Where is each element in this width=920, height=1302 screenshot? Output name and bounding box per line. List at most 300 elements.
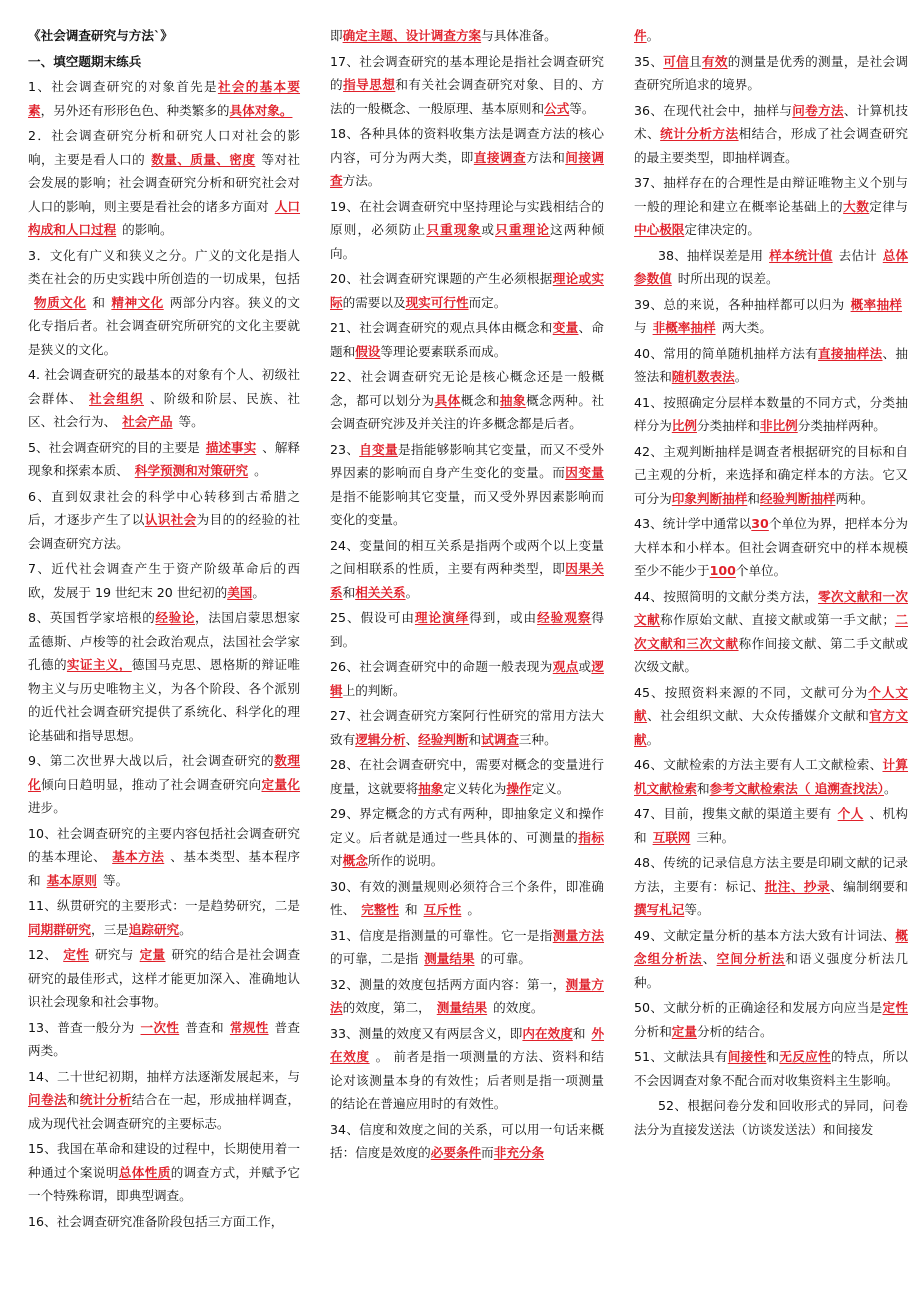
answer-keyword: 定性 bbox=[63, 947, 89, 962]
question-text: 19、在社会调查研究中坚持理论与实践相结合的原则，必须防止 bbox=[330, 198, 604, 237]
question-text: 《社会调查研究与方法`》 bbox=[28, 28, 173, 43]
answer-keyword: 印象判断抽样 bbox=[671, 490, 748, 506]
question-text: 25、假设可由 bbox=[330, 610, 415, 625]
question-paragraph bbox=[28, 749, 300, 820]
question-text: 而定。 bbox=[468, 294, 507, 310]
question-text: 51、文献法具有 bbox=[634, 1049, 728, 1064]
question-paragraph bbox=[634, 996, 908, 1043]
question-text: 44、按照简明的文献分类方法， bbox=[634, 588, 819, 604]
question-text: ，另外还有形形色色、种类繁多的 bbox=[40, 102, 230, 118]
question-text: 分类抽样和 bbox=[696, 418, 760, 433]
question-text: 8、英国哲学家培根的 bbox=[28, 610, 156, 625]
question-paragraph bbox=[330, 875, 604, 922]
question-text: 称作间接文献、第二手文献或次级文献。 bbox=[634, 635, 908, 674]
question-text: 38、抽样误差是用 bbox=[658, 247, 764, 263]
question-text: 概念两种。社会调查研究涉及并关注的许多概念都是后者。 bbox=[330, 392, 605, 431]
question-text: 和 bbox=[468, 731, 482, 747]
answer-keyword: 指标 bbox=[578, 829, 605, 845]
question-text: 与具体准备。 bbox=[481, 28, 557, 43]
question-text: 个单位。 bbox=[735, 563, 787, 578]
answer-keyword: 问卷方法 bbox=[792, 102, 844, 118]
question-paragraph bbox=[28, 894, 300, 941]
question-text: 或 bbox=[578, 659, 592, 674]
question-paragraph bbox=[330, 802, 604, 873]
question-text: 、编制纲要和 bbox=[830, 878, 909, 894]
question-text: 4. 社会调查研究的最基本的对象有个人、初级社会群体、 bbox=[28, 367, 300, 406]
question-text: 倾向日趋明显，推动了社会调查研究向 bbox=[40, 776, 262, 792]
question-text: 35、 bbox=[634, 53, 664, 69]
answer-keyword: 概念 bbox=[342, 853, 368, 868]
question-text: 结合在一起，形成抽样调查，成为现代社会调查研究的主要标志。 bbox=[28, 1092, 301, 1131]
question-paragraph bbox=[330, 1022, 604, 1116]
answer-keyword: 测量方法 bbox=[552, 927, 605, 943]
question-paragraph bbox=[634, 753, 908, 800]
question-paragraph bbox=[330, 195, 604, 266]
answer-keyword: 公式 bbox=[544, 100, 570, 116]
answer-keyword: 必要条件 bbox=[430, 1145, 482, 1160]
answer-keyword: 总体性质 bbox=[118, 1164, 171, 1180]
question-text: 37、抽样存在的合理性是由辩证唯物主义个别与一般的理论和建立在概率论基础上的 bbox=[634, 175, 908, 214]
question-text: 的可靠。 bbox=[480, 951, 531, 966]
question-paragraph bbox=[634, 1094, 908, 1141]
question-text: 即 bbox=[330, 28, 343, 43]
question-text: 40、常用的简单随机抽样方法有 bbox=[634, 345, 819, 361]
question-text: 和 bbox=[766, 1049, 780, 1064]
question-paragraph bbox=[28, 75, 300, 122]
answer-keyword: 试调查 bbox=[481, 731, 519, 747]
question-text: 个单位为界，把样本分为大样本和小样本。但社会调查研究中的样本规模至少不能少于 bbox=[634, 516, 908, 578]
question-text: 和 bbox=[92, 294, 106, 310]
question-paragraph bbox=[28, 363, 300, 434]
question-paragraph bbox=[28, 124, 300, 242]
answer-keyword: 科学预测和对策研究 bbox=[134, 463, 249, 478]
question-text: 分析的结合。 bbox=[696, 1023, 773, 1039]
answer-keyword: 空间分析法 bbox=[716, 951, 786, 966]
answer-keyword: 官方文献 bbox=[634, 708, 909, 747]
question-text: 一、填空题期末练兵 bbox=[28, 53, 142, 69]
question-paragraph bbox=[28, 557, 300, 604]
answer-keyword: 测量结果 bbox=[424, 951, 475, 966]
question-text: 48、传统的记录信息方法主要是印刷文献的记录方法，主要有：标记、 bbox=[634, 855, 908, 894]
question-text: 德国马克思、恩格斯的辩证唯物主义与历史唯物主义，为各个阶段、各个派别的近代社会调查研究提供了系统化、科学化的理论基础和指导思想。 bbox=[28, 657, 301, 743]
question-paragraph bbox=[634, 391, 908, 438]
answer-keyword: 相关关系 bbox=[355, 584, 406, 600]
answer-keyword: 认识社会 bbox=[144, 512, 197, 527]
question-paragraph bbox=[28, 943, 300, 1014]
question-paragraph bbox=[634, 681, 908, 752]
answer-keyword: 描述事实 bbox=[205, 439, 257, 455]
answer-keyword: 基本方法 bbox=[112, 849, 165, 864]
answer-keyword: 30 bbox=[751, 516, 769, 531]
question-text: 为目的的经验的社会调查研究方法。 bbox=[28, 512, 301, 551]
question-text: 称作原始文献、直接文献或第一手文献； bbox=[660, 612, 895, 627]
question-text: 30、有效的测量规则必须符合三个条件，即准确性、 bbox=[330, 878, 604, 917]
question-paragraph bbox=[28, 1210, 300, 1234]
question-text: 、阶级和阶层、民族、社区、社会行为、 bbox=[28, 390, 301, 429]
question-paragraph bbox=[28, 606, 300, 747]
question-text: 上的判断。 bbox=[342, 682, 406, 698]
question-text: 6、直到奴隶社会的科学中心转移到古希腊之后，才逐步产生了以 bbox=[28, 488, 300, 527]
question-text: 与 bbox=[634, 320, 647, 335]
question-text: 16、社会调查研究准备阶段包括三方面工作， bbox=[28, 1213, 284, 1229]
question-paragraph bbox=[330, 316, 604, 363]
question-paragraph bbox=[634, 342, 908, 389]
question-text: 21、社会调查研究的观点具体由概念和 bbox=[330, 320, 553, 335]
question-paragraph bbox=[330, 438, 604, 532]
question-paragraph bbox=[28, 822, 300, 893]
question-text: 等对社会发展的影响；社会调查研究分析和研究社会对人口的影响，则主要是看社会的诸多方面对 bbox=[28, 151, 301, 214]
question-text: 等理论要素联系而成。 bbox=[380, 343, 507, 359]
question-paragraph bbox=[330, 365, 604, 436]
question-text: 42、主观判断抽样是调查者根据研究的目标和自己主观的分析，来选择和确定样本的方法。它又可分为 bbox=[634, 443, 908, 506]
column-1 bbox=[28, 24, 300, 1235]
answer-keyword: 统计分析 bbox=[79, 1092, 132, 1107]
question-text: 且 bbox=[689, 53, 702, 69]
question-text: 、命题和 bbox=[330, 320, 605, 359]
question-text: 。 bbox=[883, 780, 897, 796]
answer-keyword: 逻辑 bbox=[330, 659, 605, 698]
answer-keyword: 逻辑分析 bbox=[355, 731, 406, 747]
question-text: 、计算机技术、 bbox=[634, 102, 908, 141]
question-text: 的效度，第二， bbox=[342, 1000, 431, 1015]
question-text: 方法和 bbox=[526, 149, 566, 165]
answer-keyword: 二次文献和三次文献 bbox=[634, 612, 909, 651]
answer-keyword: 常规性 bbox=[229, 1019, 269, 1035]
question-text: 43、统计学中通常以 bbox=[634, 516, 752, 531]
question-text: 34、信度和效度之间的关系，可以用一句话来概括：信度是效度的 bbox=[330, 1121, 604, 1160]
answer-keyword: 直接调查 bbox=[473, 149, 527, 165]
question-text: 和 bbox=[404, 902, 418, 917]
question-text: 。 bbox=[254, 463, 267, 478]
question-text: 得到。 bbox=[330, 610, 605, 649]
answer-keyword: 零次文献和一次文献 bbox=[634, 588, 908, 627]
question-text: 、机构和 bbox=[634, 806, 909, 845]
answer-keyword: 定量 bbox=[139, 947, 166, 962]
question-text: 11、纵贯研究的主要形式：一是趋势研究，二是 bbox=[28, 898, 300, 913]
question-text: 50、文献分析的正确途径和发展方向应当是 bbox=[634, 1000, 883, 1015]
question-text: 、基本类型、基本程序和 bbox=[28, 849, 301, 888]
answer-keyword: 经验论 bbox=[155, 610, 196, 625]
question-text: 的测量是优秀的测量，是社会调查研究所追求的境界。 bbox=[634, 53, 909, 92]
answer-keyword: 随机数表法 bbox=[671, 369, 735, 384]
answer-keyword: 社会产品 bbox=[122, 414, 173, 429]
question-text: 和有关社会调查研究对象、目的、方法的一般概念、一般原理、基本原则和 bbox=[330, 77, 605, 116]
answer-keyword: 个人文献 bbox=[634, 684, 908, 723]
question-text: 得到，或由 bbox=[469, 610, 538, 625]
answer-keyword: 只重理论 bbox=[495, 222, 551, 237]
question-paragraph bbox=[28, 436, 300, 483]
question-text: 3．文化有广义和狭义之分。广义的文化是指人类在社会的历史实践中所创造的一切成果，包括 bbox=[28, 247, 300, 286]
question-text: 和语义强度分析法几种。 bbox=[634, 951, 909, 990]
question-text: 49、文献定量分析的基本方法大致有计词法、 bbox=[634, 927, 896, 943]
answer-keyword: 抽象 bbox=[418, 780, 444, 796]
question-text: 10、社会调查研究的主要内容包括社会调查研究的基本理论、 bbox=[28, 825, 300, 864]
question-text: 和 bbox=[572, 1025, 586, 1041]
question-paragraph bbox=[330, 267, 604, 314]
question-text: 、社会组织文献、大众传播媒介文献和 bbox=[647, 708, 870, 723]
question-paragraph bbox=[28, 1016, 300, 1063]
question-text: 或 bbox=[481, 222, 496, 237]
question-text: 的可靠，二是指 bbox=[330, 951, 419, 966]
answer-keyword: 具体 bbox=[434, 392, 461, 408]
question-paragraph bbox=[28, 485, 300, 556]
question-paragraph bbox=[634, 24, 908, 48]
answer-keyword: 测量方法 bbox=[330, 976, 604, 1015]
question-paragraph bbox=[330, 606, 604, 653]
answer-keyword: 确定主题、设计调查方案 bbox=[342, 28, 482, 43]
answer-keyword: 定量化 bbox=[261, 776, 301, 792]
question-text: 14、二十世纪初期，抽样方法逐渐发展起来，与 bbox=[28, 1068, 300, 1084]
answer-keyword: 无反应性 bbox=[779, 1049, 831, 1064]
answer-keyword: 件 bbox=[634, 28, 647, 43]
question-text: 。 前者是指一项测量的方法、资料和结论对该测量本身的有效性；后者则是指一项测量的结论在普遍应用时的有效性。 bbox=[330, 1049, 604, 1111]
answer-keyword: 追踪研究 bbox=[128, 921, 180, 937]
answer-keyword: 观点 bbox=[552, 659, 579, 674]
question-text: 。 bbox=[179, 921, 192, 937]
question-text: 两大类。 bbox=[721, 320, 772, 335]
question-paragraph bbox=[634, 802, 908, 849]
question-text: 2．社会调查研究分析和研究人口对社会的影响，主要是看人口的 bbox=[28, 128, 300, 167]
answer-keyword: 理论或实际 bbox=[330, 271, 605, 310]
question-text: 47、目前，搜集文献的渠道主要有 bbox=[634, 806, 832, 821]
question-text: 方法。 bbox=[342, 173, 381, 188]
question-text: 和 bbox=[342, 584, 356, 600]
question-text: 15、我国在革命和建设的过程中，长期使用着一种通过个案说明 bbox=[28, 1141, 300, 1180]
answer-keyword: 数理化 bbox=[28, 753, 301, 792]
question-paragraph bbox=[330, 704, 604, 751]
question-text: 普查和 bbox=[185, 1019, 224, 1035]
answer-keyword: 数量、质量、密度 bbox=[151, 151, 256, 167]
answer-keyword: 同期群研究 bbox=[28, 921, 91, 937]
answer-keyword: 美国 bbox=[227, 584, 253, 600]
question-paragraph bbox=[330, 973, 604, 1020]
answer-keyword: 问卷法 bbox=[28, 1092, 67, 1107]
answer-keyword: 样本统计值 bbox=[769, 247, 833, 263]
question-text: 52、根据问卷分发和回收形式的异同，问卷法分为直接发送法（访谈发送法）和间接发 bbox=[634, 1098, 908, 1137]
question-paragraph bbox=[634, 851, 908, 922]
answer-keyword: 测量结果 bbox=[436, 1000, 488, 1015]
answer-keyword: 经验观察 bbox=[537, 610, 592, 625]
question-paragraph bbox=[330, 924, 604, 971]
question-text: 23、 bbox=[330, 441, 360, 457]
question-text: 概念和 bbox=[460, 392, 500, 408]
question-text: 是指不能影响其它变量，而又受外界因素影响而变化的变量。 bbox=[330, 488, 604, 527]
question-text: 的影响。 bbox=[122, 222, 173, 237]
answer-keyword: 指导思想 bbox=[343, 77, 396, 92]
question-paragraph bbox=[634, 244, 908, 291]
question-text: 26、社会调查研究中的命题一般表现为 bbox=[330, 659, 553, 674]
question-text: 的效度。 bbox=[493, 1000, 544, 1015]
answer-keyword: 外在效度 bbox=[330, 1025, 605, 1064]
answer-keyword: 有效 bbox=[701, 53, 728, 69]
answer-keyword: 互斥性 bbox=[423, 902, 462, 917]
question-text: 、 bbox=[702, 951, 717, 966]
question-text: 、解释现象和探索本质、 bbox=[28, 439, 301, 478]
question-text: 和 bbox=[696, 780, 710, 796]
question-text: 27、社会调查研究方案阿行性研究的常用方法大致有 bbox=[330, 708, 604, 747]
answer-keyword: 人口构成和人口过程 bbox=[28, 198, 301, 237]
answer-keyword: 统计分析方法 bbox=[660, 126, 739, 141]
answer-keyword: 现实可行性 bbox=[405, 294, 469, 310]
question-text: ，法国启蒙思想家孟德斯、卢梭等的社会政治观点，法国社会学家孔德的 bbox=[28, 610, 301, 672]
answer-keyword: 中心极限 bbox=[634, 222, 685, 237]
question-text: 时所出现的误差。 bbox=[677, 271, 779, 286]
question-text: 这两种倾向。 bbox=[330, 222, 605, 261]
question-text: 等。 bbox=[569, 100, 595, 116]
question-paragraph bbox=[330, 753, 604, 800]
answer-keyword: 撰写札记 bbox=[634, 902, 685, 917]
answer-keyword: 概率抽样 bbox=[850, 296, 903, 312]
question-text: 定义。 bbox=[531, 780, 570, 796]
answer-keyword: 非比例 bbox=[759, 418, 798, 433]
question-paragraph bbox=[634, 512, 908, 583]
question-text: 。 bbox=[646, 731, 660, 747]
question-text: 1、社会调查研究的对象首先是 bbox=[28, 79, 218, 94]
question-text: 12、 bbox=[28, 947, 58, 962]
section-heading bbox=[28, 24, 300, 48]
question-text: 定义转化为 bbox=[443, 780, 507, 796]
answer-keyword: 因果关系 bbox=[330, 561, 604, 600]
question-text: 28、在社会调查研究中，需要对概念的变量进行度量，这就要将 bbox=[330, 757, 604, 796]
question-text: 39、总的来说，各种抽样都可以归为 bbox=[634, 296, 845, 312]
question-text: 分析和 bbox=[634, 1023, 672, 1039]
question-text: 20、社会调查研究课题的产生必须根据 bbox=[330, 271, 553, 286]
question-text: 13、普查一般分为 bbox=[28, 1019, 135, 1035]
question-paragraph bbox=[634, 293, 908, 340]
answer-keyword: 非概率抽样 bbox=[652, 320, 716, 335]
answer-keyword: 实证主义， bbox=[66, 657, 132, 672]
question-text: 41、按照确定分层样本数量的不同方式，分类抽样分为 bbox=[634, 394, 908, 433]
question-paragraph bbox=[330, 24, 604, 48]
question-text: 两部分内容。狭义的文化专指后者。社会调查研究所研究的文化主要就是狭义的文化。 bbox=[28, 294, 300, 357]
question-text: 46、文献检索的方法主要有人工文献检索、 bbox=[634, 757, 883, 772]
question-text: 等。 bbox=[102, 872, 129, 888]
answer-keyword: 基本原则 bbox=[46, 872, 97, 888]
question-text: 等。 bbox=[684, 902, 710, 917]
answer-keyword: 批注、抄录 bbox=[764, 878, 831, 894]
answer-keyword: 假设 bbox=[355, 343, 381, 359]
question-paragraph bbox=[634, 924, 908, 995]
question-text: 29、界定概念的方式有两种，即抽象定义和操作定义。后者就是通过一些具体的、可测量的 bbox=[330, 806, 604, 845]
answer-keyword: 概念组分析法 bbox=[634, 927, 908, 966]
question-text: 是指能够影响其它变量，而又不受外界因素的影响而自身产生变化的变量。而 bbox=[330, 441, 605, 480]
column-3 bbox=[634, 24, 908, 1143]
answer-keyword: 互联网 bbox=[652, 829, 691, 845]
question-paragraph bbox=[634, 50, 908, 97]
question-paragraph bbox=[330, 1118, 604, 1165]
question-paragraph bbox=[634, 171, 908, 242]
question-text: 36、在现代社会中，抽样与 bbox=[634, 102, 793, 118]
answer-keyword: 具体对象。 bbox=[229, 102, 293, 118]
answer-keyword: 理论演绎 bbox=[414, 610, 470, 625]
answer-keyword: 因变量 bbox=[565, 465, 604, 480]
question-text: 。 bbox=[646, 28, 660, 43]
question-text: 的需要以及 bbox=[342, 294, 406, 310]
question-paragraph bbox=[330, 534, 604, 605]
question-text: 三种。 bbox=[518, 731, 557, 747]
answer-keyword: 非充分条 bbox=[493, 1145, 545, 1160]
question-text: 、抽签法和 bbox=[634, 345, 909, 384]
column-2 bbox=[330, 24, 604, 1167]
question-text: 的特点，所以不会因调查对象不配合而对收集资料主生影响。 bbox=[634, 1049, 909, 1088]
answer-keyword: 可信 bbox=[663, 53, 690, 69]
question-text: 研究与 bbox=[95, 947, 134, 962]
answer-keyword: 完整性 bbox=[361, 902, 399, 917]
answer-keyword: 间接性 bbox=[727, 1049, 767, 1064]
question-text: 所作的说明。 bbox=[367, 853, 444, 868]
question-paragraph bbox=[634, 1045, 908, 1092]
question-text: 定律决定的。 bbox=[684, 222, 760, 237]
answer-keyword: 精神文化 bbox=[111, 294, 164, 310]
answer-keyword: 经验判断 bbox=[418, 731, 469, 747]
answer-keyword: 定性 bbox=[882, 1000, 909, 1015]
answer-keyword: 操作 bbox=[506, 780, 532, 796]
question-text: 22、社会调查研究无论是核心概念还是一般概念，都可以划分为 bbox=[330, 369, 604, 408]
question-text: 去估计 bbox=[838, 247, 877, 263]
question-paragraph bbox=[330, 655, 604, 702]
answer-keyword: 一次性 bbox=[140, 1019, 180, 1035]
question-paragraph bbox=[634, 99, 908, 170]
question-text: 对 bbox=[330, 853, 343, 868]
question-text: 定律与 bbox=[869, 198, 908, 214]
question-text: 18、各种具体的资料收集方法是调查方法的核心内容，可分为两大类，即 bbox=[330, 126, 604, 165]
question-text: 普查两类。 bbox=[28, 1019, 301, 1058]
question-paragraph bbox=[28, 1137, 300, 1208]
question-text: 。 bbox=[467, 902, 480, 917]
question-text: 9、第二次世界大战以后，社会调查研究的 bbox=[28, 753, 275, 768]
answer-keyword: 经验判断抽样 bbox=[759, 490, 836, 506]
question-paragraph bbox=[330, 122, 604, 193]
question-text: 和 bbox=[66, 1092, 80, 1107]
answer-keyword: 定量 bbox=[671, 1023, 697, 1039]
answer-keyword: 大数 bbox=[843, 198, 870, 214]
answer-keyword: 社会组织 bbox=[88, 390, 144, 406]
question-text: 相结合，形成了社会调查研究的最主要类型，即抽样调查。 bbox=[634, 126, 908, 165]
answer-keyword: 比例 bbox=[671, 418, 697, 433]
question-paragraph bbox=[28, 244, 300, 362]
answer-keyword: 参考文献检索法（ 追溯查找法） bbox=[709, 780, 884, 796]
question-paragraph bbox=[330, 50, 604, 121]
question-text: 7、近代社会调查产生于资产阶级革命后的西欧，发展于 19 世纪末 20 世纪初的 bbox=[28, 561, 300, 600]
section-heading bbox=[28, 50, 300, 74]
answer-keyword: 物质文化 bbox=[34, 294, 87, 310]
question-text: ，三是 bbox=[90, 921, 129, 937]
question-text: 、 bbox=[405, 731, 419, 747]
answer-keyword: 抽象 bbox=[499, 392, 527, 408]
answer-keyword: 总体参数值 bbox=[634, 247, 909, 286]
question-text: 5、社会调查研究的目的主要是 bbox=[28, 439, 200, 455]
answer-keyword: 计算机文献检索 bbox=[634, 757, 909, 796]
answer-keyword: 只重现象 bbox=[426, 222, 482, 237]
question-text: 研究的结合是社会调查研究的最佳形式，这样才能更加深入、准确地认识社会现象和社会事物。 bbox=[28, 947, 301, 1009]
question-text: 和 bbox=[747, 490, 760, 506]
question-text: 。 bbox=[252, 584, 265, 600]
answer-keyword: 间接调查 bbox=[330, 149, 605, 188]
question-paragraph bbox=[634, 585, 908, 679]
answer-keyword: 自变量 bbox=[359, 441, 398, 457]
question-text: 而 bbox=[481, 1145, 494, 1160]
question-text: 31、信度是指测量的可靠性。它一是指 bbox=[330, 927, 553, 943]
answer-keyword: 个人 bbox=[837, 806, 864, 821]
question-text: 24、变量间的相互关系是指两个或两个以上变量之间相联系的性质，主要有两种类型，即 bbox=[330, 537, 604, 576]
question-paragraph bbox=[28, 1065, 300, 1136]
question-text: 33、测量的效度又有两层含义，即 bbox=[330, 1025, 523, 1041]
question-text: 两种。 bbox=[835, 490, 874, 506]
question-text: 的调查方式，并赋予它一个特殊称谓，即典型调查。 bbox=[28, 1164, 301, 1203]
question-text: 45、按照资料来源的不同，文献可分为 bbox=[634, 684, 869, 700]
answer-keyword: 100 bbox=[709, 563, 736, 578]
question-text: 。 bbox=[405, 584, 419, 600]
